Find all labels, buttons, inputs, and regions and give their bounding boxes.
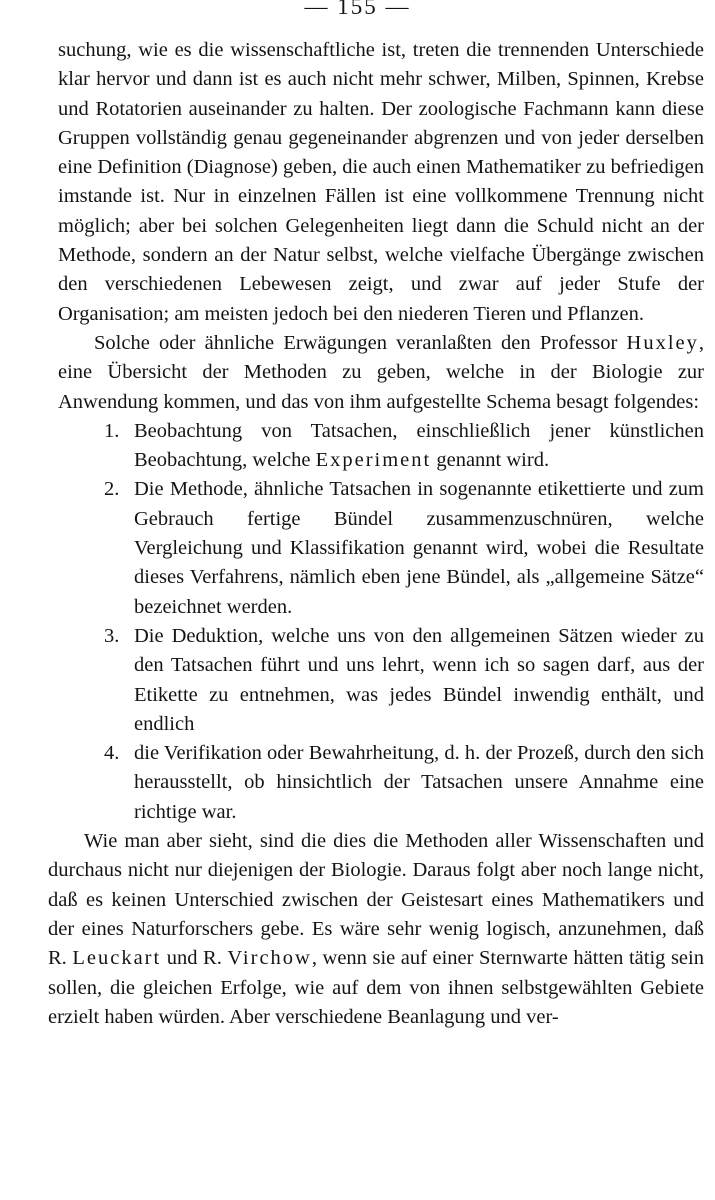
- paragraph-continuation: suchung, wie es die wissenschaftliche ist, treten die trennenden Unterschiede klar hervor und dann ist es auch nicht mehr schwer, Milben, Spinnen, Krebse und Rotatorien auseinander zu halten. Der zoologische Fachmann kann diese Gruppen vollständig genau gegeneinander abgrenzen und von jeder derselben eine Definition (Diagnose) geben, die auch einen Mathematiker zu befriedigen imstande ist. Nur in einzelnen Fällen ist eine vollkommene Trennung nicht möglich; aber bei solchen Gelegenheiten liegt dann die Schuld nicht an der Methode, sondern an der Natur selbst, welche vielfache Übergänge zwischen den verschiedenen Lebewesen zeigt, und zwar auf jeder Stufe der Organisation; am meisten jedoch bei den niederen Tieren und Pflanzen.: [58, 39, 704, 325]
- list-item-text: Die Deduktion, welche uns von den allgemeinen Sätzen wieder zu den Tatsachen führt und uns lehrt, wenn ich so sagen darf, aus der Etikette zu entnehmen, was jedes Bündel inwendig enthält, und endlich: [134, 624, 704, 735]
- page-number: — 155 —: [304, 0, 411, 19]
- list-item-text: Die Methode, ähnliche Tatsachen in sogenannte etikettierte und zum Gebrauch fertige Bündel zusammenzuschnüren, welche Vergleichung und Klassifikation genannt wird, wobei die Resultate dieses Verfahrens, nämlich eben jene Bündel, als „allgemeine Sätze“ bezeichnet werden.: [134, 478, 704, 618]
- paragraph-huxley: [58, 329, 704, 417]
- term-experiment: Experiment: [315, 449, 432, 472]
- list-item-number: 1.: [104, 419, 120, 442]
- list-item-text: genannt wird.: [431, 449, 550, 472]
- list-item-number: 2.: [104, 478, 120, 501]
- paragraph-huxley-text-1: Solche oder ähnliche Erwägungen veranlaßten den Professor: [94, 331, 627, 354]
- list-item-3: [58, 622, 704, 739]
- paragraph-methods-text-2: und R.: [161, 947, 228, 970]
- name-virchow: Virchow: [227, 947, 312, 970]
- paragraph-methods-text-3: , wenn sie auf einer Sternwarte hätten tätig sein sollen, die gleichen Erfolge, wie auf dem von ihnen selbstgewählten Gebiete erzielt haben würden. Aber verschiedene Beanlagung und ver-: [48, 947, 704, 1028]
- list-item-number: 4.: [104, 742, 120, 765]
- list-item-text: die Verifikation oder Bewahrheitung, d. h. der Prozeß, durch den sich herausstellt, ob hinsichtlich der Tatsachen unsere Annahme eine richtige war.: [134, 742, 704, 823]
- name-huxley: Huxley: [626, 331, 699, 354]
- name-leuckart: Leuckart: [72, 947, 162, 970]
- paragraph-methods-text-1: Wie man aber sieht, sind die dies die Methoden aller Wissenschaften und durchaus nicht nur diejenigen der Biologie. Daraus folgt aber noch lange nicht, daß es keinen Unterschied zwischen der Geistesart eines Mathematikers und der eines Naturforschers gebe. Es wäre sehr wenig logisch, anzunehmen, daß R.: [48, 830, 704, 970]
- body-text: [48, 36, 704, 1032]
- list-item-text: Beobachtung von Tatsachen, einschließlich jener künstlichen Beobachtung, welche: [134, 419, 704, 472]
- list-item-4: [58, 739, 704, 827]
- paragraph-huxley-text-2: , eine Übersicht der Methoden zu geben, welche in der Biologie zur Anwendung kommen, und das von ihm aufgestellte Schema besagt folgendes:: [58, 331, 704, 413]
- list-item-1: [58, 417, 704, 476]
- list-item-number: 3.: [104, 624, 120, 647]
- paragraph-methods: [48, 827, 704, 1032]
- method-list: [58, 417, 704, 827]
- list-item-2: [58, 475, 704, 621]
